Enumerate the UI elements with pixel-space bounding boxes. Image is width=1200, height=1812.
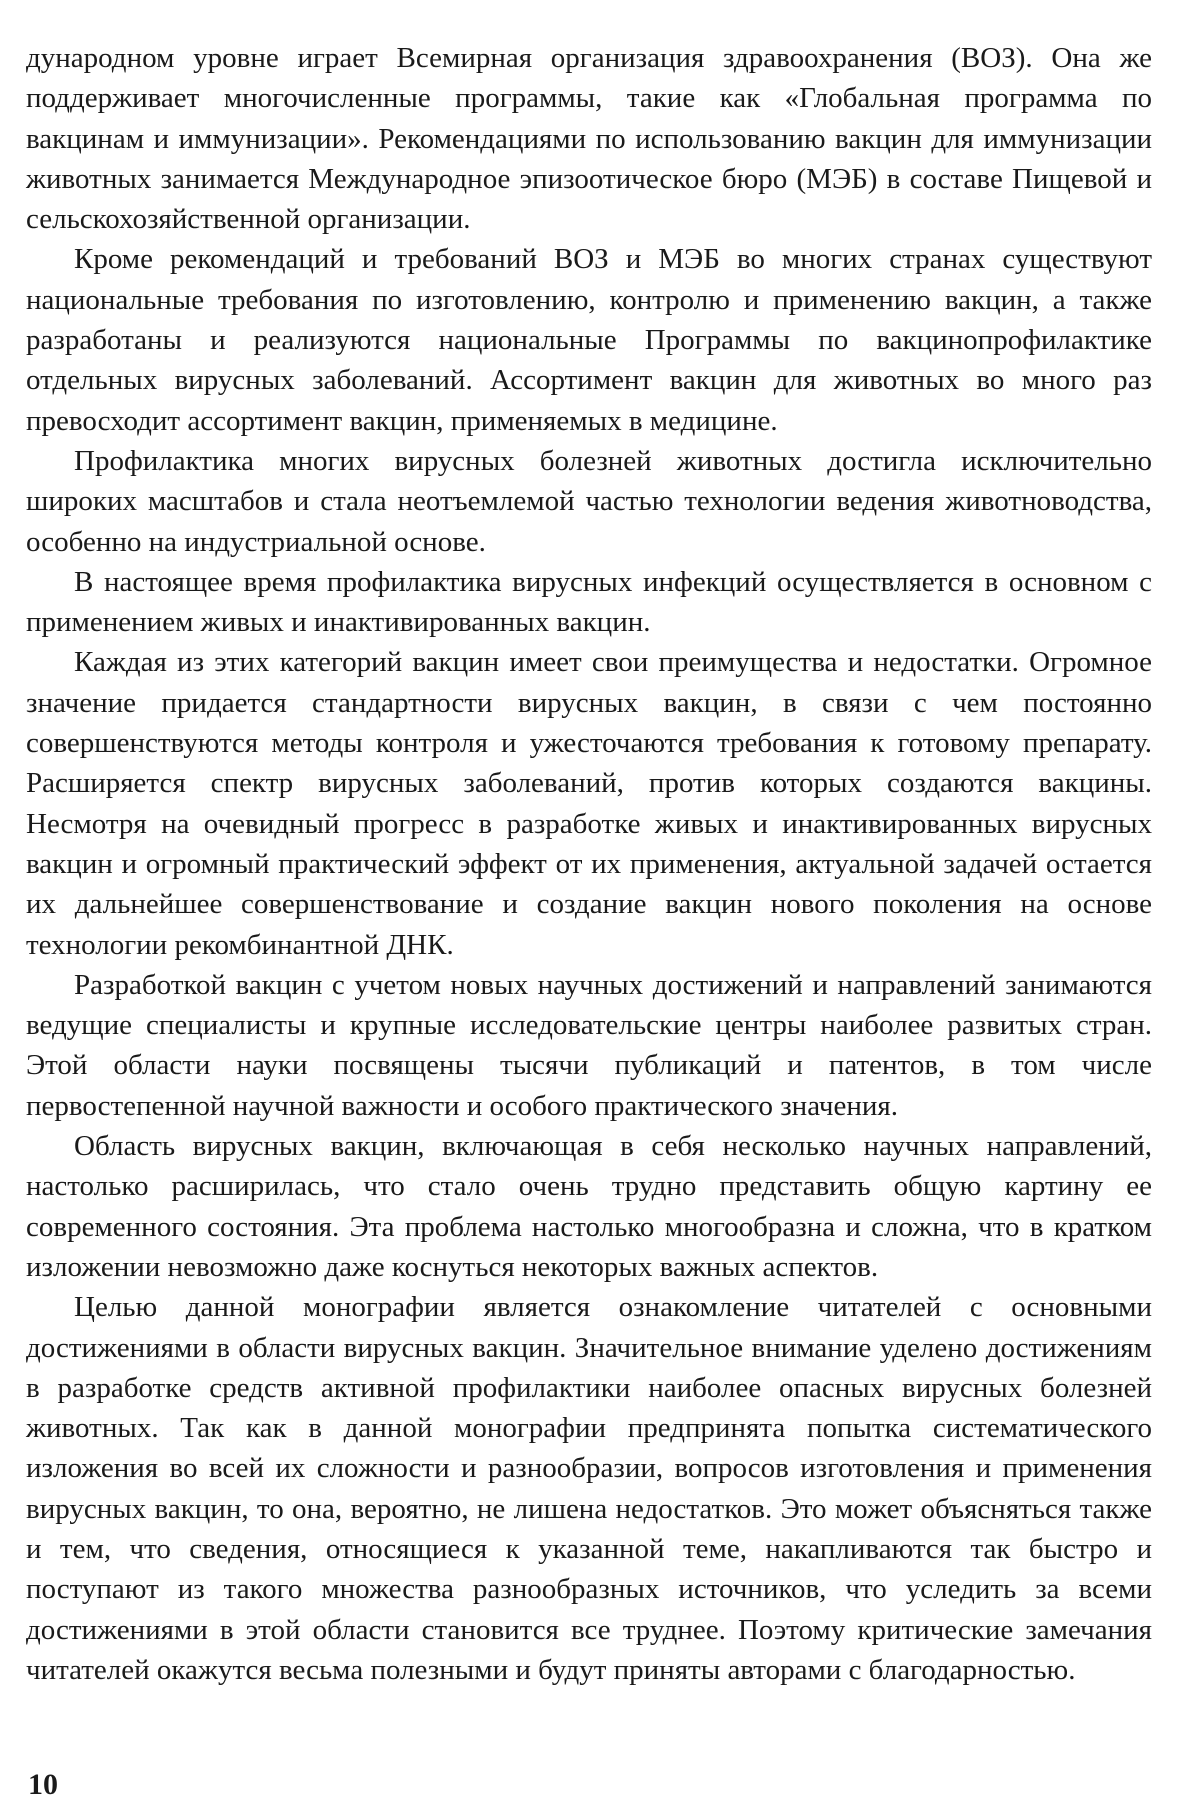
paragraph-1: дународном уровне играет Всемирная организация здравоохранения (ВОЗ). Она же поддерживает многочисленные программы, такие как «Глобальная программа по вакцинам и иммунизации». Рекомендациями по использованию вакцин для иммунизации животных занимается Международное эпизоотическое бюро (МЭБ) в составе Пищевой и сельскохозяйственной организации. (26, 42, 1152, 236)
paragraph-3: Профилактика многих вирусных болезней животных достигла исключительно широких масштабов и стала неотъемлемой частью технологии ведения животноводства, особенно на индустриальной основе. (26, 444, 1152, 558)
paragraph-7: Область вирусных вакцин, включающая в себя несколько научных направлений, настолько расширилась, что стало очень трудно представить общую картину ее современного состояния. Эта проблема настолько многообразна и сложна, что в кратком изложении невозможно даже коснуться некоторых важных аспектов. (26, 1130, 1152, 1283)
paragraph-2: Кроме рекомендаций и требований ВОЗ и МЭБ во многих странах существуют национальные требования по изготовлению, контролю и применению вакцин, а также разработаны и реализуются национальные Программы по вакцинопрофилактике отдельных вирусных заболеваний. Ассортимент вакцин для животных во много раз превосходит ассортимент вакцин, применяемых в медицине. (26, 243, 1152, 437)
paragraph-8: Целью данной монографии является ознакомление читателей с основными достижениями в области вирусных вакцин. Значительное внимание уделено достижениям в разработке средств активной профилактики наиболее опасных вирусных болезней животных. Так как в данной монографии предпринята попытка систематического изложения во всей их сложности и разнообразии, вопросов изготовления и применения вирусных вакцин, то она, вероятно, не лишена недостатков. Это может объясняться также и тем, что сведения, относящиеся к указанной теме, накапливаются так быстро и поступают из такого множества разнообразных источников, что уследить за всеми достижениями в этой области становится все труднее. Поэтому критические замечания читателей окажутся весьма полезными и будут приняты авторами с благодарностью. (26, 1291, 1152, 1686)
page-number: 10 (28, 1768, 58, 1801)
paragraph-6: Разработкой вакцин с учетом новых научных достижений и направлений занимаются ведущие специалисты и крупные исследовательские центры наиболее развитых стран. Этой области науки посвящены тысячи публикаций и патентов, в том числе первостепенной научной важности и особого практического значения. (26, 968, 1152, 1122)
paragraph-4: В настоящее время профилактика вирусных инфекций осуществляется в основном с применением живых и инактивированных вакцин. (26, 565, 1152, 639)
paragraph-5: Каждая из этих категорий вакцин имеет свои преимущества и недостатки. Огромное значение придается стандартности вирусных вакцин, в связи с чем постоянно совершенствуются методы контроля и ужесточаются требования к готовому препарату. Расширяется спектр вирусных заболеваний, против которых создаются вакцины. Несмотря на очевидный прогресс в разработке живых и инактивированных вирусных вакцин и огромный практический эффект от их применения, актуальной задачей остается их дальнейшее совершенствование и создание вакцин нового поколения на основе технологии рекомбинантной ДНК. (26, 646, 1152, 961)
page-body (26, 38, 1152, 1690)
